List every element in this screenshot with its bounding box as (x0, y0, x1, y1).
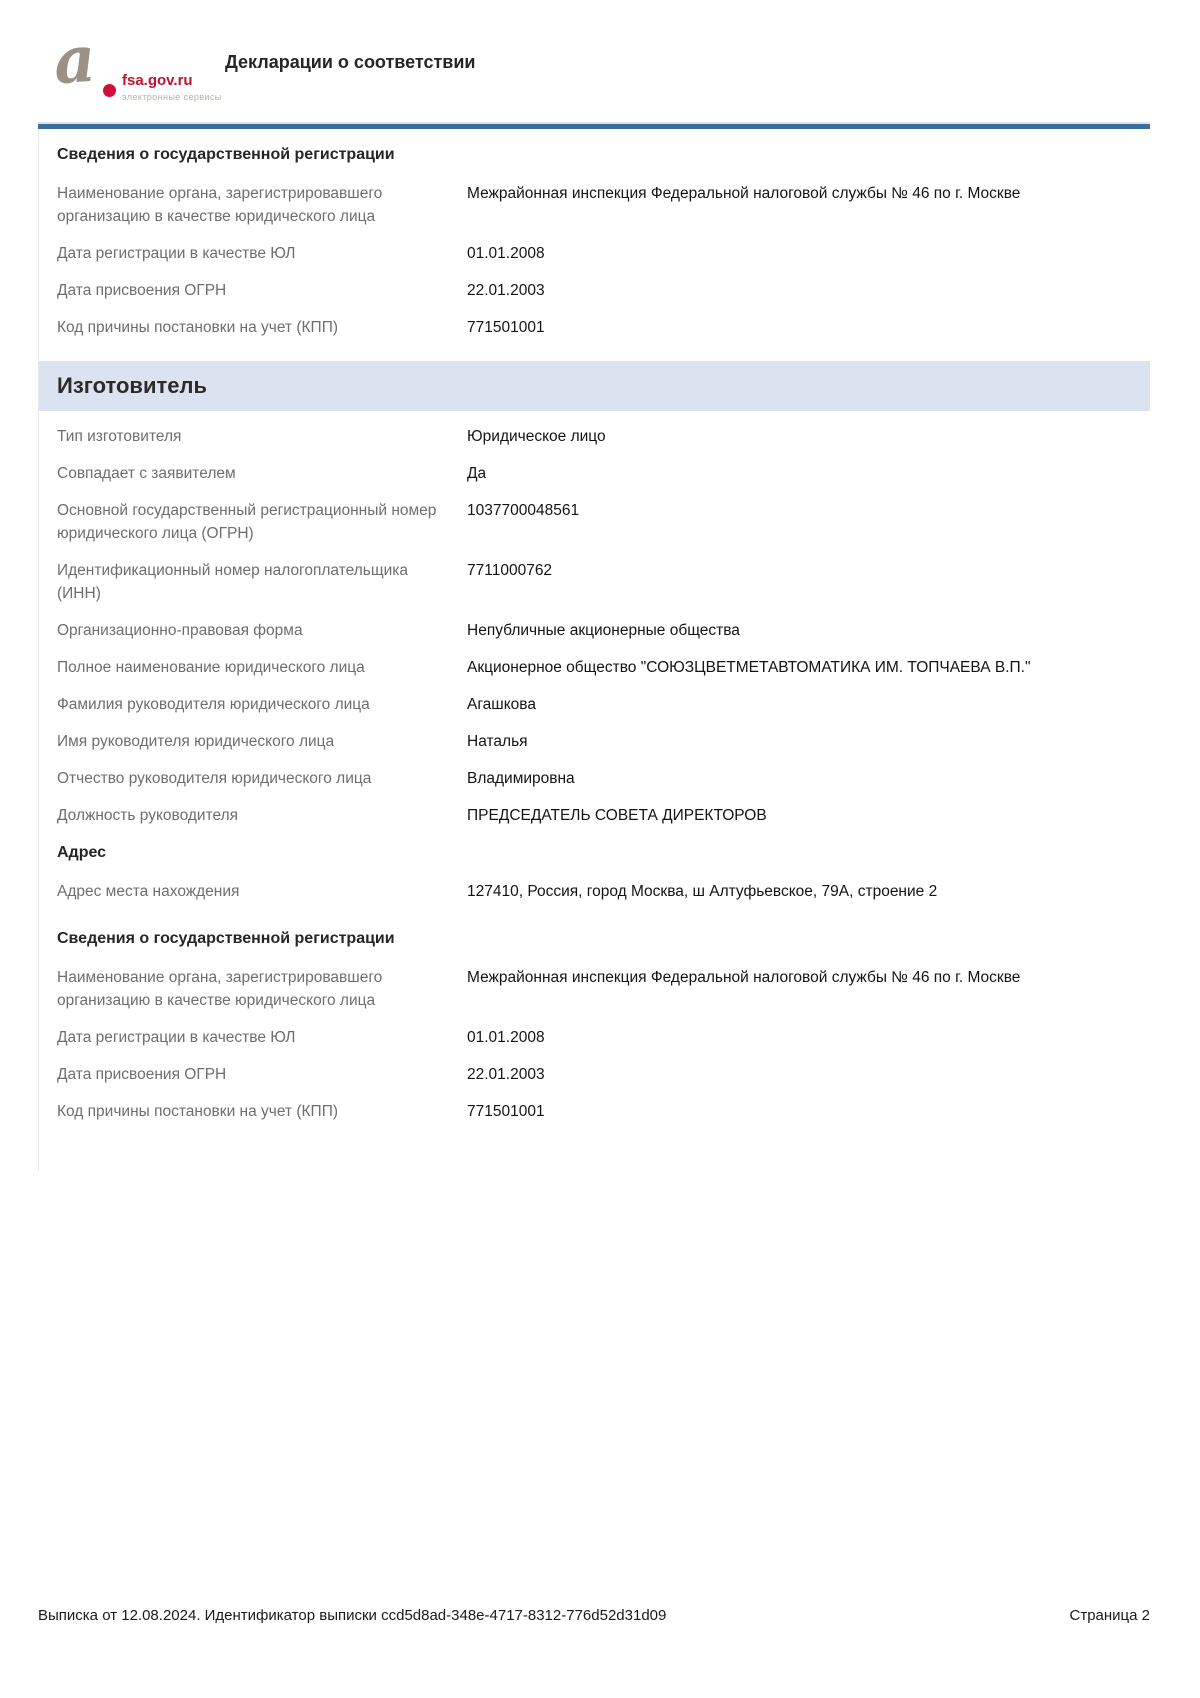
field-label: Наименование органа, зарегистрировавшего организацию в качестве юридического лица (57, 969, 383, 1009)
section-heading: Адрес (57, 844, 107, 861)
field-value: Непубличные акционерные общества (467, 622, 740, 639)
content (38, 129, 1150, 1137)
field-row (57, 1100, 1150, 1123)
field-value: Владимировна (467, 770, 575, 787)
field-label: Дата присвоения ОГРН (57, 1066, 227, 1083)
section-state-registration-1 (38, 143, 1150, 339)
section-heading: Сведения о государственной регистрации (57, 930, 395, 947)
page-number: Страница 2 (1069, 1607, 1150, 1624)
field-value: 22.01.2003 (467, 1066, 545, 1083)
field-label: Тип изготовителя (57, 428, 182, 445)
field-label: Код причины постановки на учет (КПП) (57, 319, 338, 336)
logo-domain: fsa.gov.ru (122, 72, 193, 89)
section-manufacturer (38, 425, 1150, 827)
field-label: Совпадает с заявителем (57, 465, 236, 482)
field-value: 01.01.2008 (467, 245, 545, 262)
field-row (57, 730, 1150, 753)
field-label: Адрес места нахождения (57, 883, 240, 900)
field-value: Межрайонная инспекция Федеральной налоговой службы № 46 по г. Москве (467, 969, 1021, 986)
field-label: Должность руководителя (57, 807, 239, 824)
section-state-registration-2 (38, 927, 1150, 1123)
field-row (57, 182, 1150, 228)
field-value: 771501001 (467, 319, 545, 336)
field-label: Код причины постановки на учет (КПП) (57, 1103, 338, 1120)
field-row (57, 693, 1150, 716)
field-label: Полное наименование юридического лица (57, 659, 365, 676)
field-row (57, 279, 1150, 302)
field-row (57, 316, 1150, 339)
field-value: Агашкова (467, 696, 536, 713)
field-row (57, 462, 1150, 485)
field-label: Идентификационный номер налогоплательщика (ИНН) (57, 562, 409, 602)
field-value: 7711000762 (467, 562, 553, 579)
field-row (57, 619, 1150, 642)
manufacturer-section-band (38, 361, 1150, 411)
field-label: Организационно-правовая форма (57, 622, 303, 639)
field-label: Дата регистрации в качестве ЮЛ (57, 1029, 296, 1046)
field-value: 01.01.2008 (467, 1029, 545, 1046)
field-label: Отчество руководителя юридического лица (57, 770, 372, 787)
section-address (38, 841, 1150, 903)
field-value: Юридическое лицо (467, 428, 606, 445)
page-title: Декларации о соответствии (225, 52, 476, 72)
field-row (57, 242, 1150, 265)
field-row (57, 767, 1150, 790)
footer (38, 1607, 1150, 1624)
field-label: Основной государственный регистрационный номер юридического лица (ОГРН) (57, 502, 437, 542)
field-value: 771501001 (467, 1103, 545, 1120)
field-row (57, 966, 1150, 1012)
field-row (57, 880, 1150, 903)
field-row (57, 559, 1150, 605)
field-row (57, 499, 1150, 545)
field-label: Наименование органа, зарегистрировавшего организацию в качестве юридического лица (57, 185, 383, 225)
field-value: 22.01.2003 (467, 282, 545, 299)
field-value: 127410, Россия, город Москва, ш Алтуфьевское, 79А, строение 2 (467, 883, 938, 900)
field-value: 1037700048561 (467, 502, 580, 519)
field-label: Дата регистрации в качестве ЮЛ (57, 245, 296, 262)
red-dot-icon (103, 84, 116, 97)
field-row (57, 1063, 1150, 1086)
field-label: Фамилия руководителя юридического лица (57, 696, 370, 713)
field-row (57, 1026, 1150, 1049)
extract-info: Выписка от 12.08.2024. Идентификатор выписки ccd5d8ad-348e-4717-8312-776d52d31d09 (38, 1607, 667, 1624)
field-value: Наталья (467, 733, 528, 750)
logo-tagline: электронные сервисы (122, 92, 222, 102)
field-value: Акционерное общество "СОЮЗЦВЕТМЕТАВТОМАТИКА ИМ. ТОПЧАЕВА В.П." (467, 659, 1031, 676)
fsa-logo-icon: а (51, 21, 98, 100)
field-value: Да (467, 465, 487, 482)
header-divider (38, 122, 1150, 129)
field-value: Межрайонная инспекция Федеральной налоговой службы № 46 по г. Москве (467, 185, 1021, 202)
field-row (57, 425, 1150, 448)
field-label: Дата присвоения ОГРН (57, 282, 227, 299)
section-heading: Сведения о государственной регистрации (57, 146, 395, 163)
field-row (57, 804, 1150, 827)
field-row (57, 656, 1150, 679)
section-heading: Изготовитель (57, 373, 207, 398)
logo-text (122, 73, 222, 102)
field-label: Имя руководителя юридического лица (57, 733, 335, 750)
field-value: ПРЕДСЕДАТЕЛЬ СОВЕТА ДИРЕКТОРОВ (467, 807, 767, 824)
